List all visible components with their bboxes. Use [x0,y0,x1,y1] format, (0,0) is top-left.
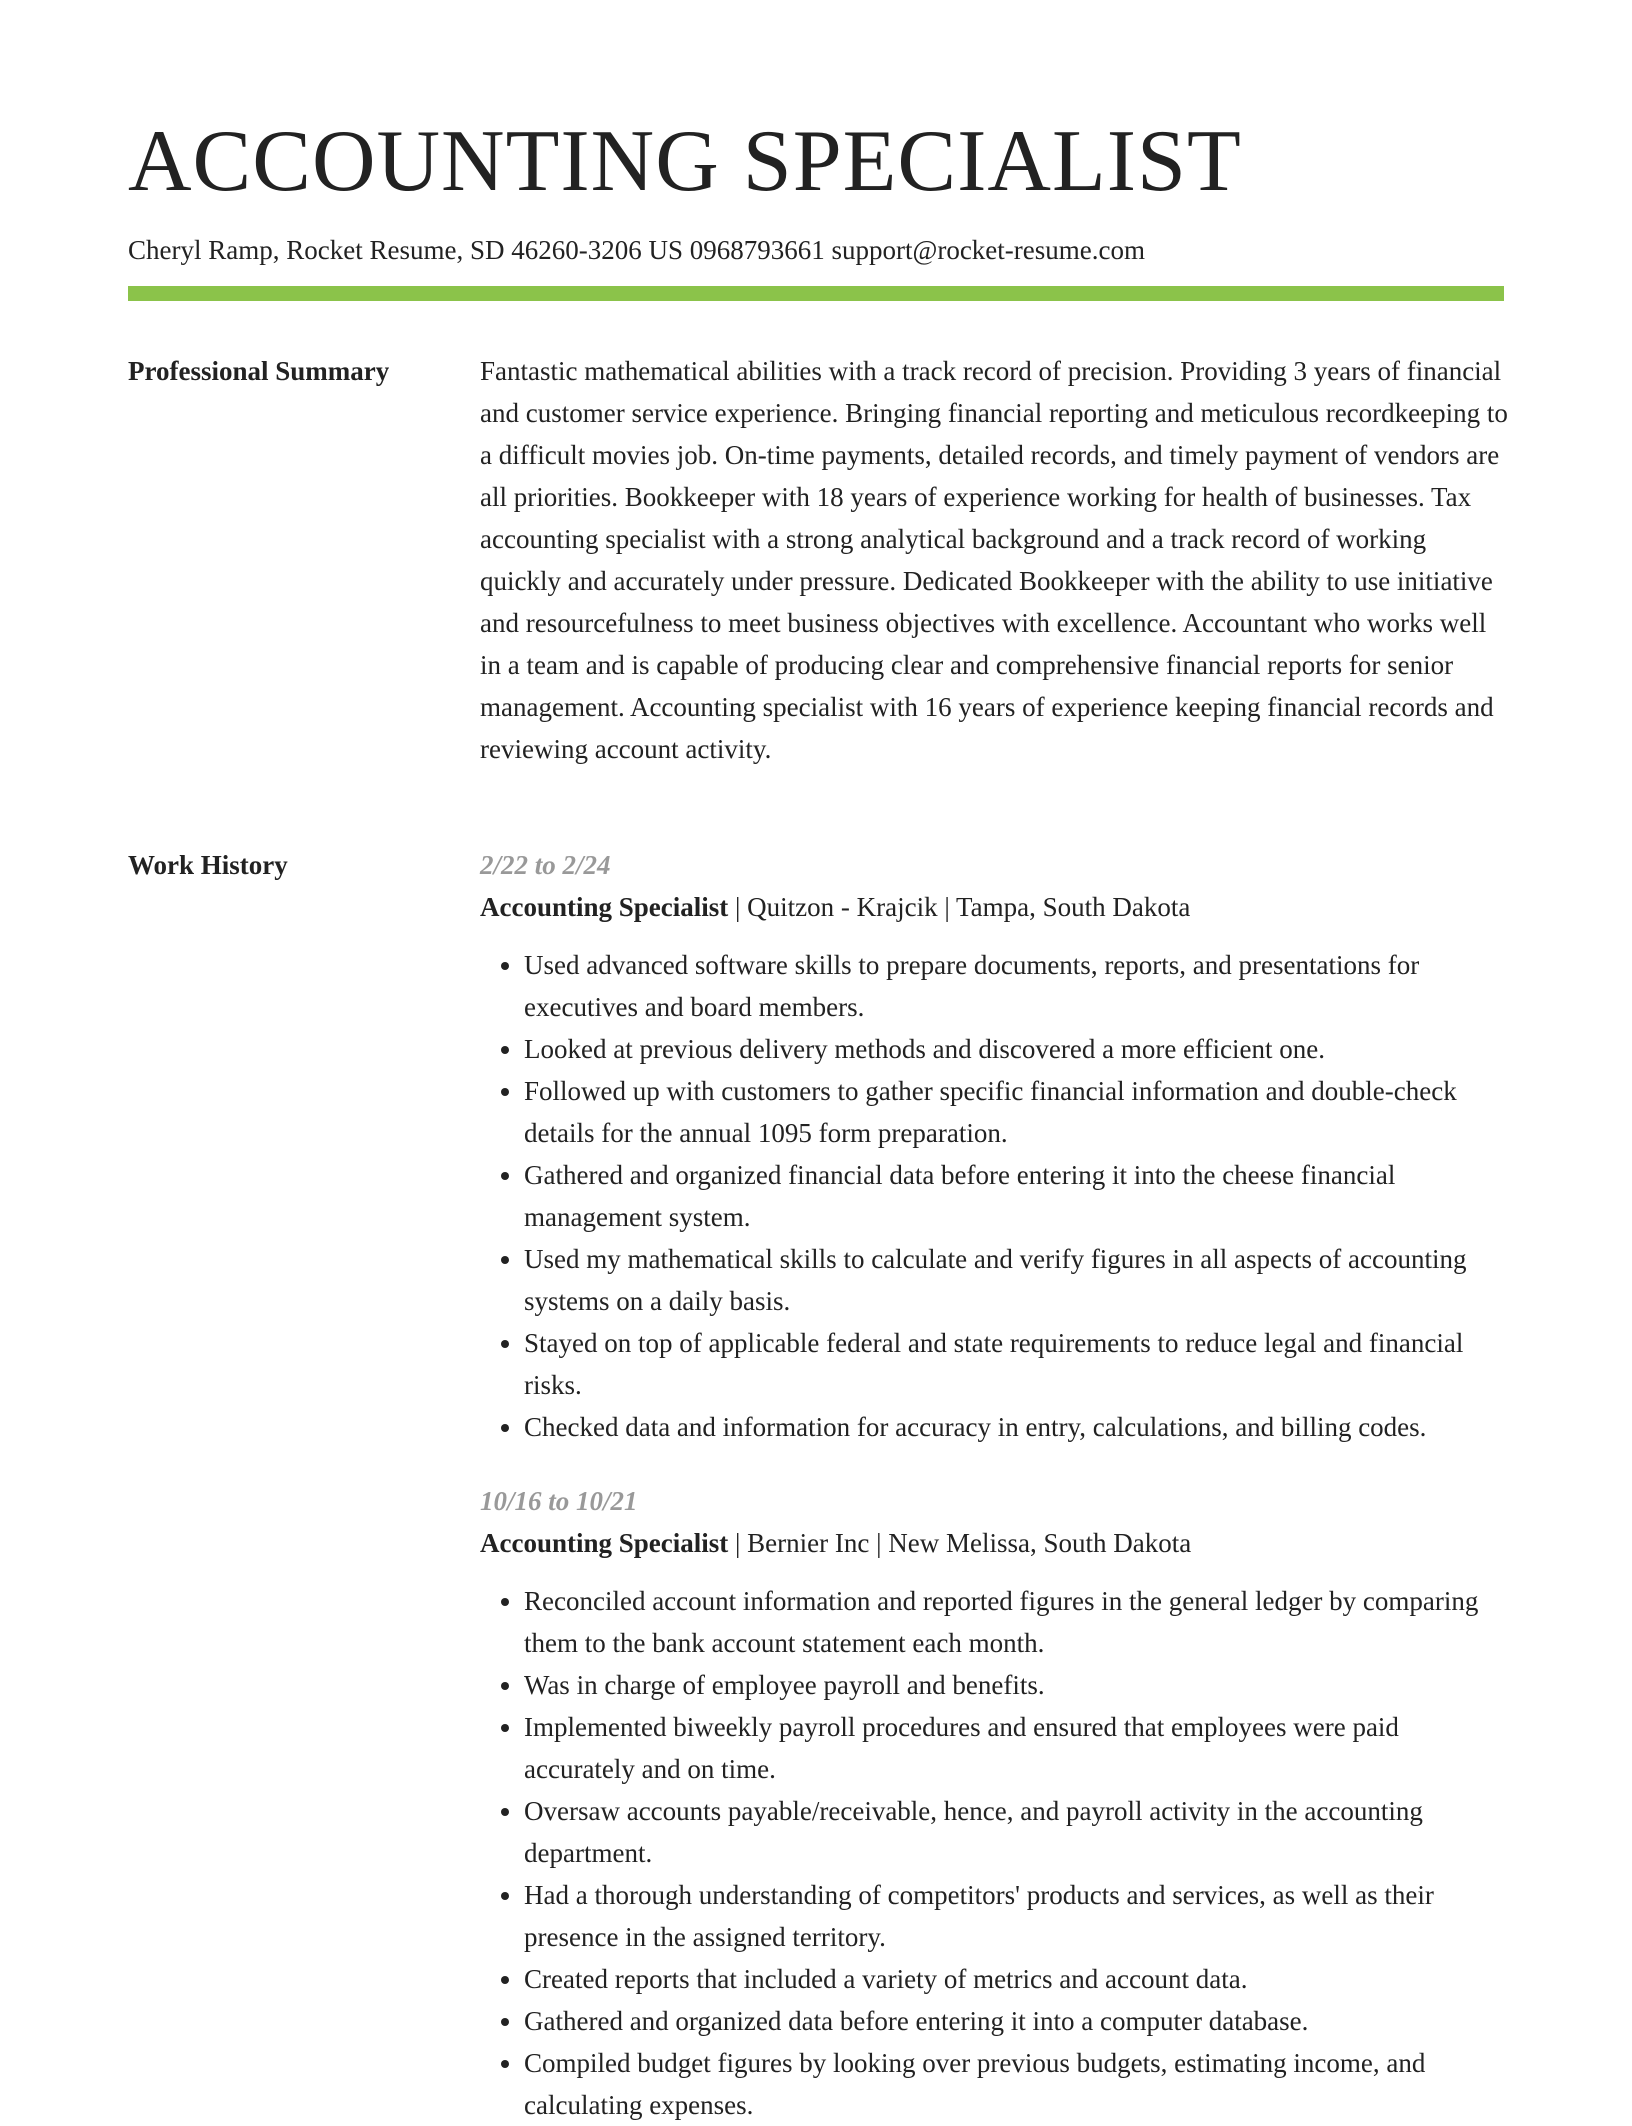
header-divider [128,286,1504,301]
job-entry [480,844,1510,1448]
list-item: • Implemented biweekly payroll procedures and ensured that employees were paid accurately and on time. [524,1706,1510,1790]
work-history-heading: Work History [128,850,288,880]
list-item: • Looked at previous delivery methods and discovered a more efficient one. [524,1028,1510,1070]
summary-text: Fantastic mathematical abilities with a track record of precision. Providing 3 years of financial and customer service experience. Bringing financial reporting and meticulous recordkeeping to a difficult movies job. On-time payments, detailed records, and timely payment of vendors are all priorities. Bookkeeper with 18 years of experience working for health of businesses. Tax accounting specialist with a strong analytical background and a track record of working quickly and accurately under pressure. Dedicated Bookkeeper with the ability to use initiative and resourcefulness to meet business objectives with excellence. Accountant who works well in a team and is capable of producing clear and comprehensive financial reports for senior management. Accounting specialist with 16 years of experience keeping financial records and reviewing account activity. [480,356,1508,764]
list-item: • Checked data and information for accuracy in entry, calculations, and billing codes. [524,1406,1510,1448]
job-details: | Bernier Inc | New Melissa, South Dakota [728,1528,1192,1558]
job-bullet-list [480,944,1510,1448]
list-item: • Gathered and organized data before entering it into a computer database. [524,2000,1510,2042]
job-title: Accounting Specialist [480,1528,729,1558]
job-bullet-list [480,1580,1510,2126]
job-details: | Quitzon - Krajcik | Tampa, South Dakota [728,892,1191,922]
job-dates: 10/16 to 10/21 [480,1486,638,1516]
summary-heading: Professional Summary [128,356,390,386]
summary-section [480,350,1510,770]
job-dates: 2/22 to 2/24 [480,850,611,880]
work-history-section-continued [480,1480,1510,2126]
list-item: • Oversaw accounts payable/receivable, hence, and payroll activity in the accounting department. [524,1790,1510,1874]
list-item: • Reconciled account information and reported figures in the general ledger by comparing them to the bank account statement each month. [524,1580,1510,1664]
list-item: • Gathered and organized financial data before entering it into the cheese financial management system. [524,1154,1510,1238]
list-item: • Had a thorough understanding of competitors' products and services, as well as their presence in the assigned territory. [524,1874,1510,1958]
job-entry [480,1480,1510,2126]
list-item: • Compiled budget figures by looking over previous budgets, estimating income, and calculating expenses. [524,2042,1510,2126]
list-item: • Created reports that included a variety of metrics and account data. [524,1958,1510,2000]
job-title: Accounting Specialist [480,892,729,922]
list-item: • Used advanced software skills to prepare documents, reports, and presentations for executives and board members. [524,944,1510,1028]
list-item: • Stayed on top of applicable federal and state requirements to reduce legal and financial risks. [524,1322,1510,1406]
page-title: ACCOUNTING SPECIALIST [128,113,1242,210]
list-item: • Used my mathematical skills to calculate and verify figures in all aspects of accounting systems on a daily basis. [524,1238,1510,1322]
list-item: • Followed up with customers to gather specific financial information and double-check details for the annual 1095 form preparation. [524,1070,1510,1154]
contact-info: Cheryl Ramp, Rocket Resume, SD 46260-3206 US 0968793661 support@rocket-resume.com [128,235,1145,265]
work-history-section [480,844,1510,1448]
job-heading [480,886,1510,928]
list-item: • Was in charge of employee payroll and benefits. [524,1664,1510,1706]
job-heading [480,1522,1510,1564]
